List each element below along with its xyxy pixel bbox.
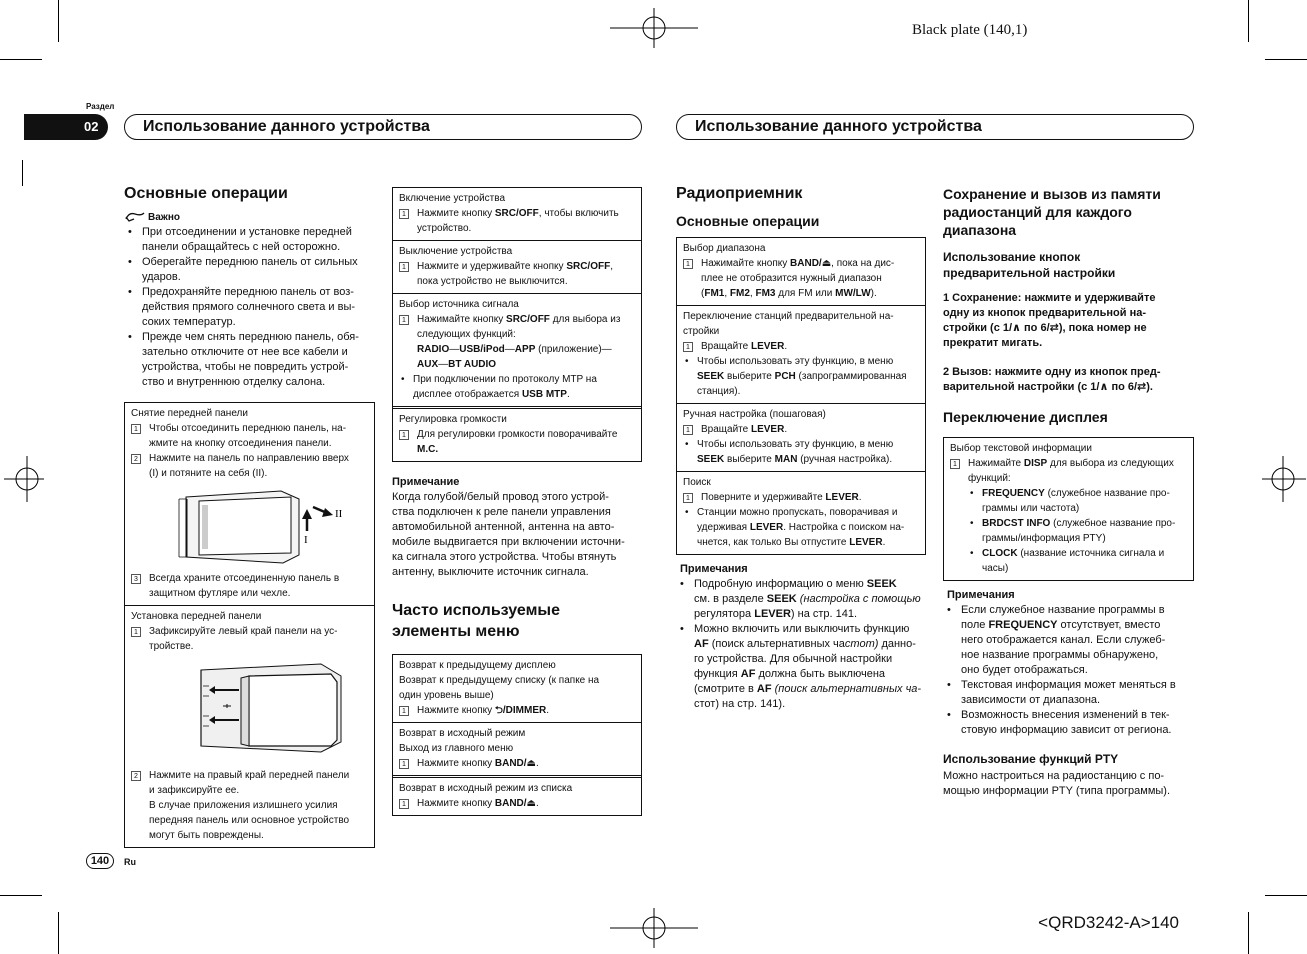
crop-mark <box>1265 59 1307 60</box>
preset-buttons-title: Использование кнопок предварительной настройки <box>943 250 1116 280</box>
remove-panel-box <box>124 402 375 848</box>
bullet-text: Чтобы использовать эту функцию, в меню SEEK выберите PCH (запрограммированная станция). <box>697 356 907 397</box>
power-on-title: Включение устройства <box>399 193 506 204</box>
step-number: 1 <box>131 424 141 434</box>
step-number: 2 <box>131 771 141 781</box>
step-text: Зафиксируйте левый край панели на ус- тройстве. <box>149 626 338 652</box>
notes-list <box>676 577 926 712</box>
crop-mark <box>0 59 42 60</box>
list-return-title: Возврат в исходный режим из списка <box>399 783 573 794</box>
bullet-text: При подключении по протоколу MTP на дисплее отображается USB MTP. <box>413 374 597 400</box>
important-label: Важно <box>148 211 181 223</box>
step-number: 1 <box>950 459 960 469</box>
display-box <box>943 437 1194 581</box>
pty-text: Можно настроиться на радиостанцию с по- мощью информации PTY (типа программы). <box>943 770 1171 797</box>
crop-mark <box>1248 912 1249 954</box>
step-text: Нажмите на панель по направлению вверх (I) и потяните на себя (II). <box>149 453 349 479</box>
step-number: 1 <box>683 342 693 352</box>
install-panel-title: Установка передней панели <box>131 611 262 622</box>
step-number: 2 <box>131 454 141 464</box>
menu-section-title: Часто используемые элементы меню <box>392 602 560 640</box>
back-title: Возврат к предыдущему дисплею Возврат к предыдущему списку (к папке на один уровень выше) <box>399 660 600 701</box>
list-item: • Текстовая информация может меняться в зависимости от диапазона. <box>947 679 1176 706</box>
registration-target-icon <box>1262 456 1306 502</box>
crop-mark <box>0 895 42 896</box>
page-number: 140 <box>86 853 114 869</box>
panel-install-illustration <box>131 660 369 758</box>
step-number: 1 <box>683 259 693 269</box>
panel-removal-illustration <box>131 485 369 569</box>
list-item: • Можно включить или выключить функцию AF (поиск альтернативных частот) данно- го устройства. Для обычной настройки функция AF должна быть выключена (смотрите в AF (поиск альтернативных ча- стот) на стр. 141). <box>680 623 922 710</box>
step-number: 1 <box>683 425 693 435</box>
list-item: • При отсоединении и установке передней панели обращайтесь с ней осторожно. <box>128 226 352 253</box>
text-info-title: Выбор текстовой информации <box>950 443 1092 454</box>
list-item: • Подробную информацию о меню SEEK см. в разделе SEEK (настройка с помощью регулятора LEVER) на стр. 141. <box>680 578 921 620</box>
remove-panel-title: Снятие передней панели <box>131 408 248 419</box>
radio-subtitle: Основные операции <box>676 213 820 229</box>
label-II: II <box>335 508 343 520</box>
step-text: Нажмите кнопку SRC/OFF, чтобы включить устройство. <box>417 208 619 234</box>
language-label: Ru <box>124 857 136 867</box>
list-item: • FREQUENCY (служебное название про- граммы или частота) <box>970 488 1170 514</box>
step-number: 1 <box>399 759 409 769</box>
power-off-title: Выключение устройства <box>399 246 513 257</box>
step-number: 3 <box>131 574 141 584</box>
list-item: • BRDCST INFO (служебное название про- граммы/информация PTY) <box>970 518 1176 544</box>
registration-target-icon <box>610 908 698 948</box>
band-title: Выбор диапазона <box>683 243 766 254</box>
list-item: • Если служебное название программы в поле FREQUENCY отсутствует, вместо него отображается канал. Если служеб- ное название программы обнаружено, оно будет отображаться. <box>947 604 1166 676</box>
text-info-list <box>950 486 1187 576</box>
step-text: Нажмите кнопку BAND/⏏. <box>417 758 539 769</box>
list-item: • CLOCK (название источника сигнала и часы) <box>970 548 1165 574</box>
column-2 <box>392 187 642 816</box>
list-item: • Предохраняйте переднюю панель от воз- действия прямого солнечного света и вы- соких температур. <box>128 286 356 328</box>
radio-box: Выбор диапазона 1 Нажимайте кнопку BAND/⏏, пока на дис- плее не отобразится нужный диапазон (FM1, FM2, FM3 для FM или MW/LW). Переключение станций предварительной на- стройки 1 Вращайте LEVER. • Чтобы использовать эту функцию, в меню SEEK выберите PCH (запрограммированная станция). Ручная настройка (пошаговая) 1 Вращайте LEVER. • Чтобы использовать эту функцию, в меню SEEK выберите MAN (ручная настройка). Поиск 1 Поверните и удерживайте LEVER. • Станции можно пропускать, поворачивая и удерживая LEVER. Настройка с поиском на- чнется, как только Вы отпустите LEVER. <box>676 237 926 555</box>
step-number: 1 <box>399 799 409 809</box>
step-text: Вращайте LEVER. <box>701 341 788 352</box>
step-number: 1 <box>399 315 409 325</box>
important-list <box>124 225 376 390</box>
notes-title: Примечания <box>680 563 748 575</box>
registration-target-icon <box>610 8 698 48</box>
step-text: Нажимайте кнопку SRC/OFF для выбора из следующих функций: RADIO—USB/iPod—APP (приложение)— AUX—BT AUDIO <box>417 314 621 370</box>
recall-step: 2 Вызов: нажмите одну из кнопок пред- варительной настройки (с 1/∧ по 6/⇄). <box>943 366 1161 393</box>
list-item: • Оберегайте переднюю панель от сильных ударов. <box>128 256 358 283</box>
step-number: 1 <box>683 493 693 503</box>
step-text: Вращайте LEVER. <box>701 424 788 435</box>
step-text: Нажимайте DISP для выбора из следующих функций: <box>968 458 1174 484</box>
step-text: Поверните и удерживайте LEVER. <box>701 492 862 503</box>
column-1 <box>124 185 376 848</box>
header-left: Использование данного устройства <box>124 114 642 140</box>
plate-label: Black plate (140,1) <box>912 22 1028 38</box>
note-title: Примечание <box>392 476 460 488</box>
menu-box <box>392 654 642 816</box>
registration-target-icon <box>4 456 44 502</box>
store-step: 1 Сохранение: нажмите и удерживайте одну из кнопок предварительной на- стройки (с 1/∧ по 6/⇄), пока номер не прекратит мигать. <box>943 292 1156 349</box>
radio-title: Радиоприемник <box>676 185 803 202</box>
section-label: Раздел <box>86 102 115 111</box>
step-number: 1 <box>399 262 409 272</box>
crop-mark <box>58 0 59 42</box>
notes-title: Примечания <box>947 589 1015 601</box>
seek-title: Поиск <box>683 477 711 488</box>
list-item: • Возможность внесения изменений в тек- стовую информацию зависит от региона. <box>947 709 1172 736</box>
list-item: • Прежде чем снять переднюю панель, обя- зательно отключите от нее все кабели и устройства, чтобы не повредить устрой- ство и внутреннюю отделку салона. <box>128 331 359 388</box>
pty-title: Использование функций PTY <box>943 752 1119 766</box>
display-title: Переключение дисплея <box>943 409 1108 425</box>
section-number: 02 <box>24 114 108 140</box>
crop-mark <box>58 912 59 954</box>
step-text: Нажимайте кнопку BAND/⏏, пока на дис- плее не отобразится нужный диапазон (FM1, FM2, FM3 для FM или MW/LW). <box>701 258 895 299</box>
step-number: 1 <box>131 627 141 637</box>
manual-title: Ручная настройка (пошаговая) <box>683 409 826 420</box>
step-text: Нажмите на правый край передней панели и зафиксируйте ее. В случае приложения излишнего усилия передняя панель или основное устройство могут быть повреждены. <box>149 770 350 841</box>
bullet-text: Станции можно пропускать, поворачивая и удерживая LEVER. Настройка с поиском на- чнется, как только Вы отпустите LEVER. <box>697 507 905 548</box>
step-text: Чтобы отсоединить переднюю панель, на- жмите на кнопку отсоединения панели. <box>149 423 347 449</box>
volume-title: Регулировка громкости <box>399 414 507 425</box>
step-text: Нажмите и удерживайте кнопку SRC/OFF, пока устройство не выключится. <box>417 261 613 287</box>
memory-title: Сохранение и вызов из памяти радиостанций для каждого диапазона <box>943 186 1161 238</box>
source-title: Выбор источника сигнала <box>399 299 519 310</box>
column-4 <box>943 185 1195 799</box>
notes-list <box>943 603 1195 738</box>
home-title: Возврат в исходный режим Выход из главного меню <box>399 728 526 754</box>
step-number: 1 <box>399 209 409 219</box>
caution-icon <box>124 211 146 223</box>
step-text: Для регулировки громкости поворачивайте M.C. <box>417 429 618 455</box>
step-number: 1 <box>399 430 409 440</box>
preset-title: Переключение станций предварительной на- стройки <box>683 311 894 337</box>
note-text: Когда голубой/белый провод этого устрой- ства подключен к реле панели управления автомобильной антенной, антенна на авто- мобиле выдвигается при включении источни- ка сигнала этого устройства. Чтобы втянуть антенну, выключите источник сигнала. <box>392 491 625 578</box>
document-code: <QRD3242-A>140 <box>1038 913 1179 932</box>
label-I: I <box>304 534 308 546</box>
header-right: Использование данного устройства <box>676 114 1194 140</box>
crop-mark <box>22 160 23 186</box>
crop-mark <box>1265 895 1307 896</box>
step-number: 1 <box>399 706 409 716</box>
crop-mark <box>1248 0 1249 42</box>
section-title: Основные операции <box>124 185 288 202</box>
power-box: Включение устройства 1 Нажмите кнопку SRC/OFF, чтобы включить устройство. Выключение устройства 1 Нажмите и удерживайте кнопку SRC/OFF, пока устройство не выключится. Выбор источника сигнала 1 Нажимайте кнопку SRC/OFF для выбора из следующих функций: RADIO—USB/iPod—APP (приложение)— AUX—BT AUDIO • При подключении по протоколу MTP на дисплее отображается USB MTP. Регулировка громкости 1 Для регулировки громкости поворачивайте M.C. <box>392 187 642 462</box>
step-text: Нажмите кнопку ⮌/DIMMER. <box>417 705 550 716</box>
step-text: Всегда храните отсоединенную панель в защитном футляре или чехле. <box>149 573 340 599</box>
bullet-text: Чтобы использовать эту функцию, в меню SEEK выберите MAN (ручная настройка). <box>697 439 894 465</box>
column-3 <box>676 185 926 712</box>
step-text: Нажмите кнопку BAND/⏏. <box>417 798 539 809</box>
